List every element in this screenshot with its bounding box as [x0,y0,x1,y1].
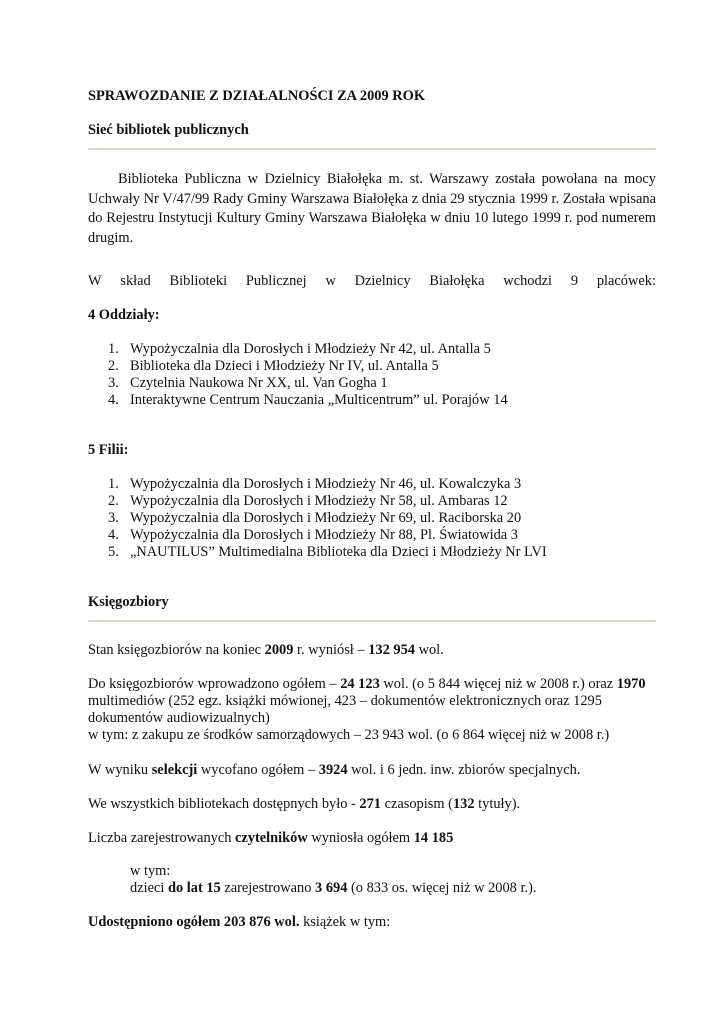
section-heading-network: Sieć bibliotek publicznych [88,122,249,138]
list-number: 2. [108,493,119,509]
bold-run: 3924 [318,762,348,778]
text-run: wycofano ogółem – [197,762,319,778]
intro-paragraph: Biblioteka Publiczna w Dzielnicy Białołęka m. st. Warszawy została powołana na mocy Uchwały Nr V/47/99 Rady Gminy Warszawa Białołęka z dnia 29 stycznia 1999 r. Została wpisana do Rejestru Instytucji Kultury Gminy Warszawa Białołęka w dniu 10 lutego 1999 r. pod numerem drugim. [88,171,656,246]
added-line: dokumentów audiowizualnych) [88,710,270,726]
added-line [88,676,646,693]
text-run: czasopism ( [381,796,453,812]
composition-word: W [88,273,102,289]
list-item [108,358,439,375]
list-number: 1. [108,341,119,357]
bold-run: czytelników [235,830,308,846]
list-item-text: „NAUTILUS” Multimedialna Biblioteka dla Dzieci i Młodzieży Nr LVI [130,544,547,560]
text-run: wol. (o 5 844 więcej niż w 2008 r.) oraz [379,676,617,692]
text-run: wyniosła ogółem [307,830,414,846]
filie-heading: 5 Filii: [88,442,129,458]
list-number: 4. [108,392,119,408]
composition-word: Białołęka [429,273,485,289]
text-run: Stan księgozbiorów na koniec [88,642,265,658]
bold-run: 132 954 [368,642,415,658]
bold-run: 3 694 [315,880,348,896]
composition-word: 9 [570,273,579,289]
stock-sentence [88,642,444,659]
list-item-text: Czytelnia Naukowa Nr XX, ul. Van Gogha 1 [130,375,388,391]
bold-run: do lat 15 [167,880,221,896]
composition-word: Publicznej [245,273,307,289]
added-line: w tym: z zakupu ze środków samorządowych – 23 943 wol. (o 6 864 więcej niż w 2008 r.) [88,727,610,743]
section-heading-collections: Księgozbiory [88,594,169,610]
text-run: (o 833 os. więcej niż w 2008 r.). [347,880,537,896]
list-item-text: Wypożyczalnia dla Dorosłych i Młodzieży Nr 42, ul. Antalla 5 [130,341,491,357]
bold-run: 1970 [616,676,646,692]
composition-word: Dzielnicy [354,273,411,289]
text-run: tytuły). [474,796,521,812]
readers-sentence [88,830,453,847]
list-item-text: Wypożyczalnia dla Dorosłych i Młodzieży Nr 58, ul. Ambaras 12 [130,493,508,509]
text-run: Do księgozbiorów wprowadzono ogółem – [88,676,341,692]
list-item-text: Wypożyczalnia dla Dorosłych i Młodzieży Nr 46, ul. Kowalczyka 3 [130,476,522,492]
section-divider [88,148,656,150]
text-run: r. wyniósł – [293,642,369,658]
text-run: zarejestrowano [220,880,316,896]
list-item [108,510,521,527]
section-divider [88,620,656,622]
text-run: wol. i 6 jedn. inw. zbiorów specjalnych. [347,762,581,778]
composition-sentence [88,273,656,290]
text-run: We wszystkich bibliotekach dostępnych było - [88,796,360,812]
list-item-text: Wypożyczalnia dla Dorosłych i Młodzieży Nr 69, ul. Raciborska 20 [130,510,522,526]
list-item [108,493,508,510]
periodicals-sentence [88,796,520,813]
list-item [108,476,521,493]
bold-run: 14 185 [413,830,454,846]
text-run: Liczba zarejestrowanych [88,830,236,846]
readers-sub-label: w tym: [130,863,171,879]
bold-run: selekcji [151,762,198,778]
branches-heading: 4 Oddziały: [88,307,160,323]
text-run: książek w tym: [299,914,391,930]
added-line: multimediów (252 egz. książki mówionej, 423 – dokumentów elektronicznych oraz 1295 [88,693,602,709]
composition-word: wchodzi [503,273,553,289]
selection-sentence [88,762,580,779]
list-number: 5. [108,544,119,560]
list-item-text: Interaktywne Centrum Nauczania „Multicentrum” ul. Porajów 14 [130,392,508,408]
text-run: W wyniku [88,762,152,778]
composition-word: w [325,273,336,289]
text-run: dzieci [130,880,168,896]
bold-run: 2009 [264,642,294,658]
composition-word: placówek: [596,273,656,289]
loans-sentence [88,914,390,931]
document-title: SPRAWOZDANIE Z DZIAŁALNOŚCI ZA 2009 ROK [88,88,426,104]
bold-run: 24 123 [340,676,380,692]
readers-children-line [130,880,536,897]
list-item [108,392,508,409]
bold-run: 271 [359,796,381,812]
list-number: 3. [108,510,119,526]
text-run: wol. [414,642,444,658]
bold-run: Udostępniono ogółem 203 876 wol. [88,914,300,930]
list-number: 4. [108,527,119,543]
list-number: 2. [108,358,119,374]
bold-run: 132 [452,796,475,812]
list-item [108,527,518,544]
composition-word: skład [120,273,151,289]
list-item-text: Biblioteka dla Dzieci i Młodzieży Nr IV, ul. Antalla 5 [130,358,439,374]
composition-word: Biblioteki [169,273,228,289]
list-number: 1. [108,476,119,492]
list-item [108,375,388,392]
list-item [108,544,547,561]
list-item [108,341,491,358]
list-item-text: Wypożyczalnia dla Dorosłych i Młodzieży Nr 88, Pl. Światowida 3 [130,527,518,543]
list-number: 3. [108,375,119,391]
